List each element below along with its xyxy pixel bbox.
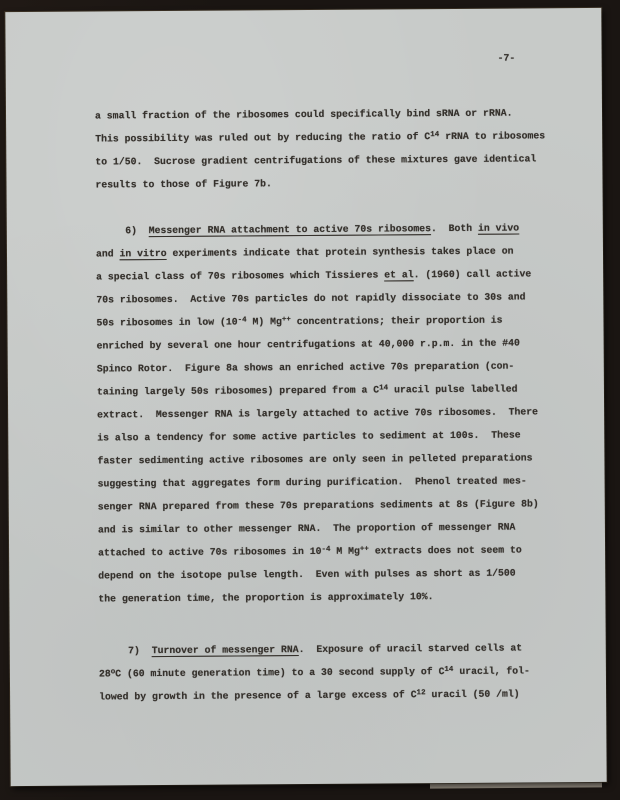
text-segment: extract. Messenger RNA is largely attached to active 70s ribosomes. There [97,406,539,421]
text-line [99,659,569,685]
underlined-text: et al [384,269,414,281]
text-segment: and is similar to other messenger RNA. The proportion of messenger RNA [97,521,516,536]
text-segment: is also a tendency for some active particles to sediment at 100s. These [97,429,521,444]
underlined-text: in vitro [119,247,167,260]
text-line [98,492,568,518]
under-sheet-edge [430,782,602,788]
superscript: -4 [237,315,247,324]
superscript: 12 [416,688,426,697]
text-segment: uracil, fol- [453,665,530,677]
superscript: o [110,667,116,676]
text-segment: . Both [430,222,479,235]
text-line [96,216,566,242]
text-segment: extracts does not seem to [368,544,522,557]
text-line [97,400,567,426]
text-segment: faster sedimenting active ribosomes are only seen in pelleted preparations [97,452,533,467]
text-segment: depend on the isotope pulse length. Even with pulses as short as 1/500 [98,567,516,582]
text-segment: 28 [98,668,111,680]
text-segment: M) Mg [246,316,282,328]
text-line [96,239,566,265]
text-line [96,262,566,288]
text-segment: . Exposure of uracil starved cells at [298,642,523,656]
text-segment: enriched by several one hour centrifugations at 40,000 r.p.m. in the #40 [96,337,520,352]
text-segment: 7) [98,645,152,657]
superscript: ++ [359,545,369,554]
text-segment: experiments indicate that protein synthesis takes place on [166,245,514,259]
page-number: -7- [497,52,516,64]
text-segment: 70s ribosomes. Active 70s particles do not rapidly dissociate to 30s and [96,291,526,306]
paragraph-gap [98,607,568,639]
text-line [98,515,568,541]
text-segment: This possibility was ruled out by reducing the ratio of C [95,131,431,145]
text-segment: uracil pulse labelled [388,383,518,396]
text-line [95,170,565,196]
document-page [5,8,606,786]
text-segment: taining largely 50s ribosomes) prepared from a C [96,384,380,398]
text-line [98,561,568,587]
superscript: 14 [430,130,440,139]
superscript: ++ [281,315,291,324]
text-segment: and [95,248,120,260]
text-line [97,423,567,449]
text-segment: uracil (50 /ml) [425,688,520,701]
underlined-text: Turnover of messenger RNA [151,644,299,657]
text-segment: senger RNA prepared from these 70s preparations sediments at 8s (Figure 8b) [97,498,539,513]
text-segment: a special class of 70s ribosomes which Tissieres [96,269,385,283]
text-segment: rRNA to ribosomes [439,130,546,143]
text-segment: M Mg [330,545,360,557]
text-segment: . (1960) call active [413,268,532,281]
text-line [95,101,565,127]
text-line [98,584,568,610]
text-segment: suggesting that aggregates form during purification. Phenol treated mes- [97,475,527,490]
text-line [96,285,566,311]
text-line [97,446,567,472]
text-line [96,308,566,334]
text-segment: a small fraction of the ribosomes could specifically bind sRNA or rRNA. [94,107,513,122]
superscript: 14 [444,665,454,674]
text-line [95,147,565,173]
text-line [97,377,567,403]
superscript: -4 [321,545,331,554]
text-line [95,124,565,150]
text-segment: Spinco Rotor. Figure 8a shows an enriched active 70s preparation (con- [96,360,515,375]
text-segment: 50s ribosomes in low (10 [96,316,238,329]
text-line [97,354,567,380]
superscript: 14 [379,383,389,392]
text-line [99,636,569,662]
text-line [98,538,568,564]
underlined-text: Messenger RNA attachment to active 70s ribosomes [148,223,431,237]
text-segment: 6) [95,225,149,237]
text-segment: C (60 minute generation time) to a 30 second supply of C [115,666,445,680]
text-segment: results to those of Figure 7b. [95,178,272,191]
text-line [97,331,567,357]
paragraph-gap [96,193,566,219]
text-segment: lowed by growth in the presence of a large excess of C [99,689,417,703]
text-segment: attached to active 70s ribosomes in 10 [98,545,322,559]
text-segment: to 1/50. Sucrose gradient centrifugations of these mixtures gave identical [95,153,537,168]
text-segment: the generation time, the proportion is approximately 10%. [98,591,434,605]
text-segment: concentrations; their proportion is [290,314,503,328]
text-line [98,469,568,495]
document-text [95,101,569,708]
underlined-text: in vivo [477,222,520,234]
text-line [99,682,569,708]
